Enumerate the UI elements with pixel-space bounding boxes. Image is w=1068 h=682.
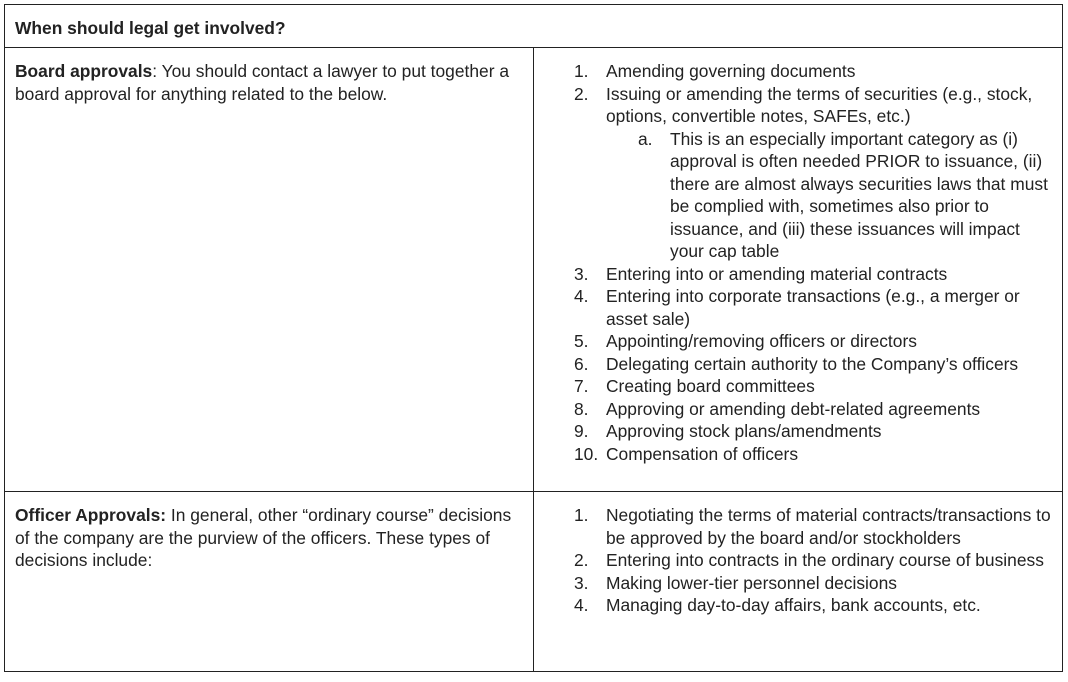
officer-approvals-list-cell: [534, 492, 1063, 672]
list-item: [534, 549, 1056, 572]
list-item-text: Approving stock plans/amendments: [606, 421, 882, 441]
list-item: [534, 263, 1056, 286]
list-item: [534, 285, 1056, 330]
list-item-number: 1.: [574, 61, 589, 81]
officer-approvals-label: Officer Approvals:: [15, 505, 167, 525]
list-item-text: Entering into contracts in the ordinary course of business: [606, 550, 1044, 570]
board-approvals-label: Board approvals: [15, 61, 153, 81]
list-item: [534, 375, 1056, 398]
officer-approvals-text: In general, other “ordinary course” decisions of the company are the purview of the officers. These types of decisions include:: [15, 505, 512, 570]
list-item: [534, 420, 1056, 443]
list-item-text: Negotiating the terms of material contracts/transactions to be approved by the board and/or stockholders: [606, 505, 1051, 548]
table-title: When should legal get involved?: [5, 5, 1063, 48]
board-approvals-list-cell: [534, 48, 1063, 492]
list-item: [534, 83, 1056, 263]
legal-involvement-table: [4, 4, 1063, 672]
board-approvals-list: [534, 60, 1056, 465]
list-item: [534, 504, 1056, 549]
list-item-text: Compensation of officers: [606, 443, 799, 464]
list-item-number: 6.: [574, 353, 589, 374]
list-item-number: 2.: [574, 83, 589, 104]
officer-approvals-row: [5, 492, 1063, 672]
list-item: [534, 398, 1056, 421]
list-item-number: 4.: [574, 286, 589, 306]
list-item: [534, 572, 1056, 595]
list-item-text: Amending governing documents: [606, 61, 856, 81]
board-approvals-text: : You should contact a lawyer to put together a board approval for anything related to the below.: [15, 61, 509, 104]
list-item-text: Entering into or amending material contracts: [606, 263, 948, 284]
list-item-number: 1.: [574, 505, 589, 525]
list-item-text: Issuing or amending the terms of securities (e.g., stock, options, convertible notes, SAFEs, etc.): [606, 83, 1033, 126]
sub-list-item: [606, 128, 1056, 263]
officer-approvals-list: [534, 504, 1056, 617]
officer-approvals-description: [5, 492, 534, 672]
list-item: [534, 443, 1056, 466]
sub-list-item-text: This is an especially important category as (i) approval is often needed PRIOR to issuance, (ii) there are almost always securities laws that must be complied with, sometimes also prior to issuance, and (iii) these issuances will impact your cap table: [670, 128, 1048, 261]
list-item-number: 5.: [574, 331, 589, 351]
sub-list: [606, 128, 1056, 263]
list-item-number: 10.: [574, 443, 599, 464]
list-item-number: 9.: [574, 421, 589, 441]
header-row: [5, 5, 1063, 48]
list-item-number: 8.: [574, 398, 589, 419]
list-item: [534, 594, 1056, 617]
list-item-number: 3.: [574, 263, 589, 284]
list-item-text: Creating board committees: [606, 376, 815, 396]
list-item-text: Managing day-to-day affairs, bank accounts, etc.: [606, 595, 981, 615]
list-item: [534, 353, 1056, 376]
list-item: [534, 60, 1056, 83]
list-item-number: 4.: [574, 595, 589, 615]
board-approvals-row: [5, 48, 1063, 492]
list-item-number: 7.: [574, 376, 589, 396]
sub-list-item-letter: a.: [638, 128, 653, 149]
list-item-number: 3.: [574, 572, 589, 593]
list-item-text: Entering into corporate transactions (e.g., a merger or asset sale): [606, 286, 1020, 329]
list-item-text: Making lower-tier personnel decisions: [606, 572, 897, 593]
list-item-text: Approving or amending debt-related agreements: [606, 398, 981, 419]
board-approvals-description: [5, 48, 534, 492]
list-item-number: 2.: [574, 550, 589, 570]
list-item: [534, 330, 1056, 353]
list-item-text: Appointing/removing officers or directors: [606, 331, 917, 351]
list-item-text: Delegating certain authority to the Company’s officers: [606, 353, 1019, 374]
